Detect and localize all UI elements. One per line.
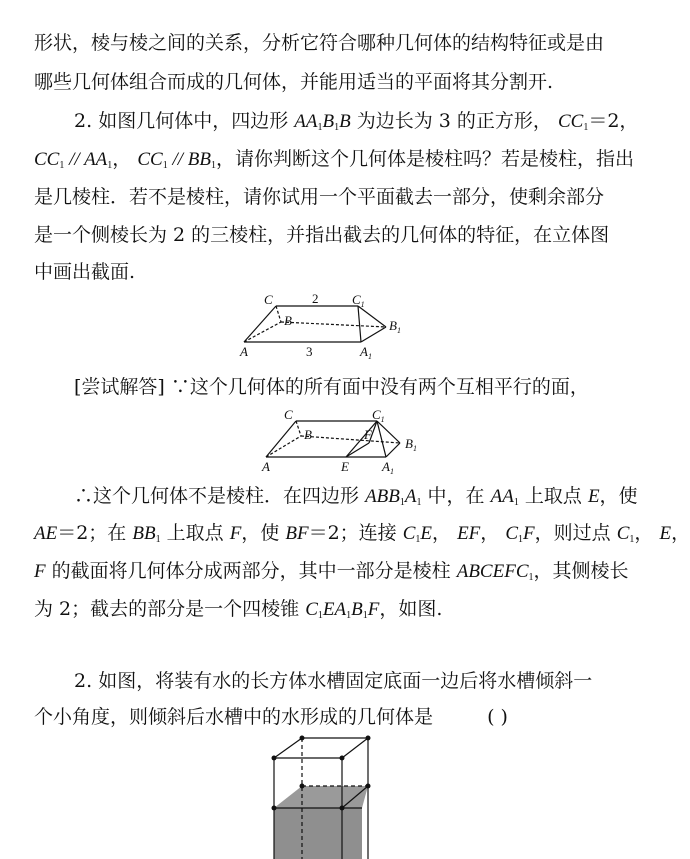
figure-triangular-solid bbox=[236, 292, 416, 362]
label-B1: $B_1$ bbox=[389, 318, 401, 335]
math-F: F bbox=[34, 561, 46, 582]
text-line: 形状，棱与棱之间的关系，分析它符合哪种几何体的结构特征或是由 bbox=[34, 32, 605, 54]
label-C1: $C_1$ bbox=[352, 292, 365, 309]
label-C: C bbox=[284, 407, 293, 422]
text-line: $CC_1 // AA_1$， $CC_1 // BB_1$，请你判断这个几何体是棱柱吗？若是棱柱，指出 bbox=[34, 148, 635, 171]
text-line: 是几棱柱．若不是棱柱，请你试用一个平面截去一部分，使剩余部分 bbox=[34, 186, 605, 208]
math-CC1: $CC_1$ bbox=[557, 111, 589, 133]
math-C1: $C_1$ bbox=[616, 523, 635, 545]
water-top-face bbox=[274, 786, 368, 808]
math-ABCEFC1: $ABCEFC_1$ bbox=[456, 561, 534, 583]
math-EF: EF bbox=[457, 523, 481, 544]
label-length-2: 2 bbox=[312, 291, 319, 306]
label-A1: $A_1$ bbox=[382, 459, 394, 476]
math-C1EA1B1F: $C_1EA_1B_1F$ bbox=[305, 599, 380, 621]
label-length-3: 3 bbox=[306, 344, 313, 359]
math-AE: AE bbox=[34, 523, 58, 544]
label-A: A bbox=[240, 344, 248, 359]
text-line: 中画出截面. bbox=[34, 261, 136, 283]
figure-cut-solid bbox=[260, 406, 430, 476]
math-E: E bbox=[659, 523, 672, 544]
text-line: ∴这个几何体不是棱柱．在四边形 $ABB_1A_1$ 中，在 $AA_1$ 上取点 E，使 bbox=[74, 485, 638, 508]
label-B: B bbox=[304, 427, 312, 442]
label-A1: $A_1$ bbox=[360, 344, 372, 361]
label-F: F bbox=[364, 427, 372, 442]
text-line: AE＝2；在 $BB_1$ 上取点 F，使 BF＝2；连接 $C_1E$， EF， $C_1F$，则过点 $C_1$， E， bbox=[34, 522, 690, 545]
math-C1F: $C_1F$ bbox=[505, 523, 535, 545]
math-AA1B1B: $AA_1B_1B$ bbox=[294, 111, 351, 133]
text-line: F 的截面将几何体分成两部分，其中一部分是棱柱 $ABCEFC_1$，其侧棱长 bbox=[34, 560, 629, 583]
math-F: F bbox=[229, 523, 242, 544]
text-line: 2. 如图，将装有水的长方体水槽固定底面一边后将水槽倾斜一 bbox=[74, 670, 593, 692]
label-A: A bbox=[262, 459, 270, 474]
problem-number: 2. bbox=[74, 110, 93, 132]
math-AA1: $AA_1$ bbox=[490, 486, 519, 508]
label-C1: $C_1$ bbox=[372, 407, 385, 424]
label-C: C bbox=[264, 292, 273, 307]
math-C1E: $C_1E$ bbox=[402, 523, 433, 545]
label-B1: $B_1$ bbox=[405, 436, 417, 453]
math-ABB1A1: $ABB_1A_1$ bbox=[365, 486, 422, 508]
label-B: B bbox=[284, 313, 292, 328]
math-E: E bbox=[587, 486, 600, 507]
text-line: [尝试解答] ∵这个几何体的所有面中没有两个互相平行的面， bbox=[74, 376, 589, 398]
text-line: 哪些几何体组合而成的几何体，并能用适当的平面将其分割开. bbox=[34, 71, 554, 93]
answer-blank: ( ) bbox=[487, 706, 508, 728]
text-line: 个小角度，则倾斜后水槽中的水形成的几何体是 ( ) bbox=[34, 706, 508, 728]
water-front-face bbox=[274, 808, 362, 859]
answer-tag: [尝试解答] bbox=[74, 376, 165, 398]
math-CC1-parallel-AA1: $CC_1 // AA_1$ bbox=[34, 149, 113, 171]
label-E: E bbox=[341, 459, 349, 474]
math-BF: BF bbox=[285, 523, 309, 544]
text-line: 2. 如图几何体中，四边形 $AA_1B_1B$ 为边长为 3 的正方形， $CC_1=2$， bbox=[74, 110, 639, 133]
math-CC1-parallel-BB1: $CC_1 // BB_1$ bbox=[137, 149, 216, 171]
text-line: 为 2；截去的部分是一个四棱锥 $C_1EA_1B_1F$，如图. bbox=[34, 598, 443, 621]
problem-number: 2. bbox=[74, 670, 93, 692]
figure-water-tank bbox=[262, 738, 382, 859]
text-line: 是一个侧棱长为 2 的三棱柱，并指出截去的几何体的特征，在立体图 bbox=[34, 224, 610, 246]
math-BB1: $BB_1$ bbox=[132, 523, 161, 545]
